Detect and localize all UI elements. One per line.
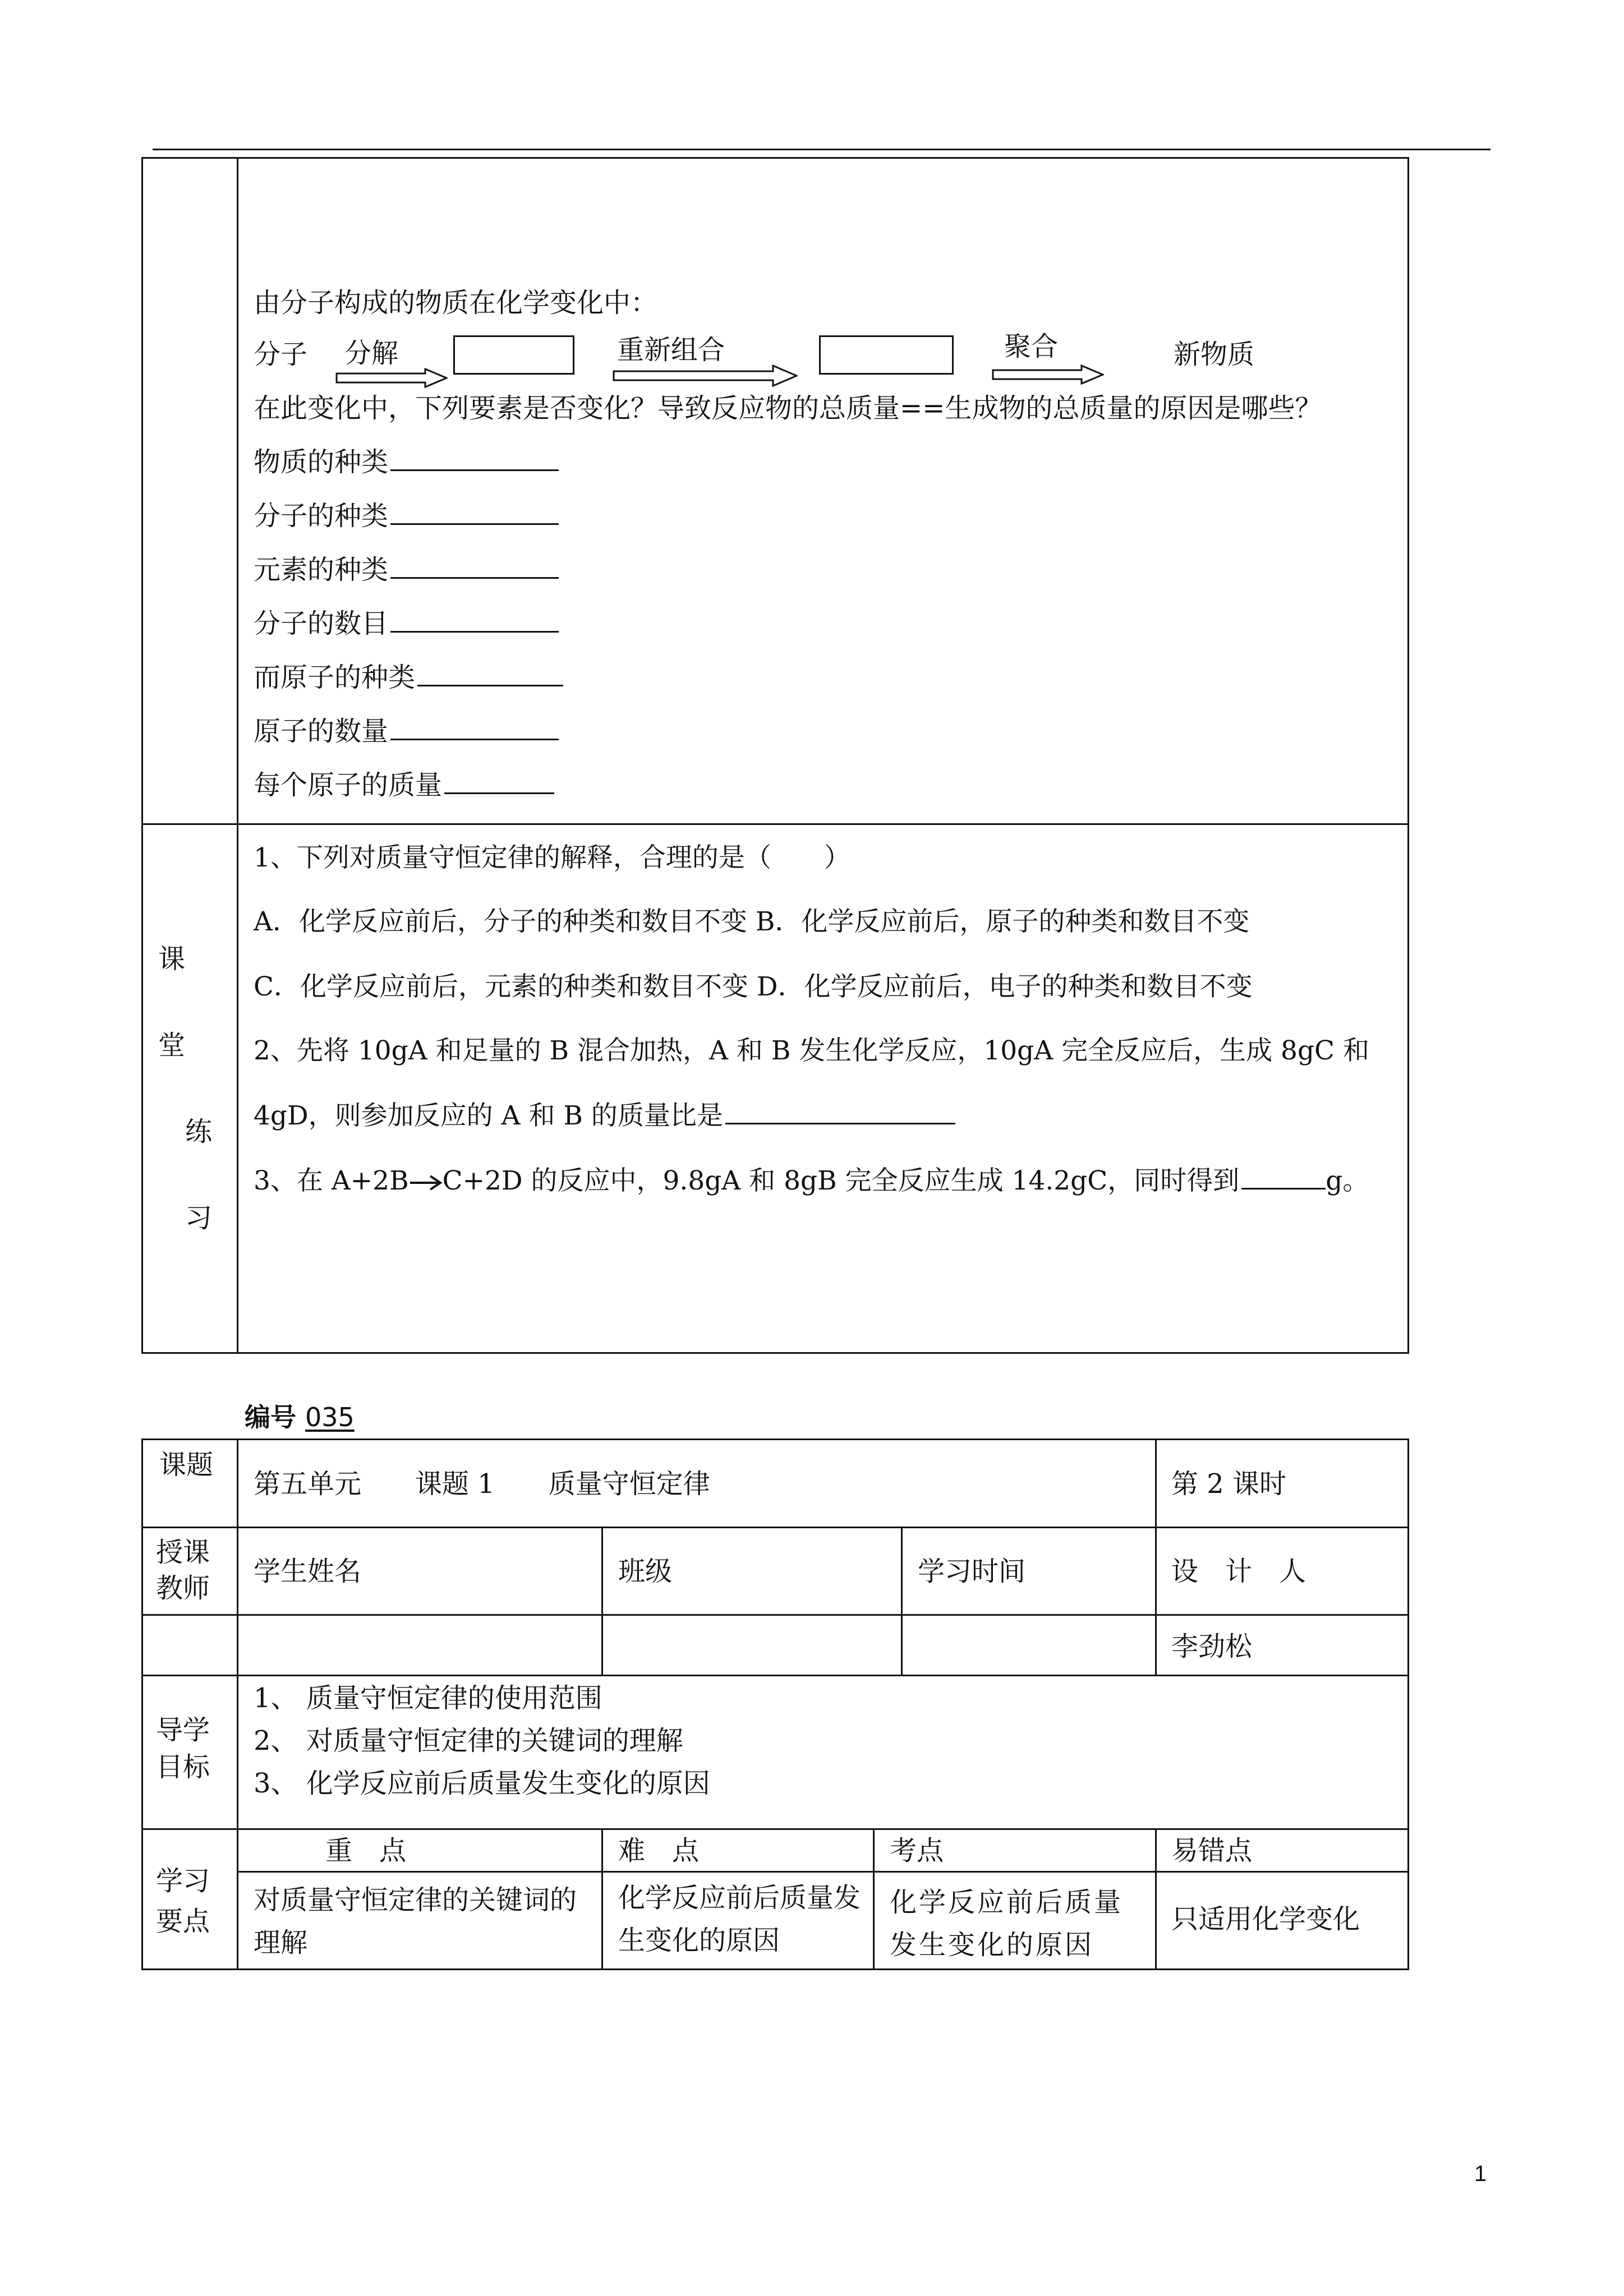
flow-end: 新物质: [1174, 339, 1255, 370]
lesson-number: 编号 035: [245, 1402, 355, 1432]
list-item: 元素的种类: [254, 556, 559, 583]
points-header-difficulty: 难 点: [618, 1835, 700, 1866]
points-value-key: 对质量守恒定律的关键词的理解: [254, 1884, 577, 1958]
answer-blank[interactable]: [444, 792, 554, 794]
student-name-cell[interactable]: [238, 1616, 601, 1675]
question-1-options-ab: A．化学反应前后，分子的种类和数目不变 B．化学反应前后，原子的种类和数目不变: [254, 906, 1250, 937]
question-2-line1: 2、先将 10gA 和足量的 B 混合加热，A 和 B 发生化学反应，10gA 完全反应后，生成 8gC 和: [254, 1035, 1369, 1066]
list-item: 而原子的种类: [254, 664, 563, 691]
question-2-line2: 4gD，则参加反应的 A 和 B 的质量比是: [254, 1103, 955, 1129]
points-label: 学习要点: [156, 1865, 210, 1937]
answer-blank[interactable]: [390, 631, 559, 633]
molecule-intro: 由分子构成的物质在化学变化中：: [254, 287, 658, 319]
arrow-right-icon: [335, 368, 448, 388]
arrow-right-icon: [409, 1173, 443, 1193]
page-number: 1: [1474, 2161, 1487, 2186]
goals-label: 导学目标: [156, 1714, 210, 1783]
points-value-mistakes: 只适用化学变化: [1171, 1903, 1360, 1935]
list-item: 原子的数量: [254, 718, 559, 745]
answer-blank[interactable]: [725, 1123, 955, 1124]
answer-blank[interactable]: [390, 523, 559, 525]
flow-step1-label: 分解: [344, 338, 399, 369]
class-header: 班级: [618, 1556, 673, 1587]
question-3: 3、在 A+2B C+2D 的反应中，9.8gA 和 8gB 完全反应生成 14.2gC，同时得到 g。: [254, 1165, 1369, 1196]
designer-header: 设 计 人: [1171, 1556, 1306, 1587]
answer-blank[interactable]: [390, 739, 559, 740]
points-value-exam: 化学反应前后质量发生变化的原因: [890, 1887, 1124, 1961]
list-item: 分子的数目: [254, 610, 559, 637]
goal-item: 2、 对质量守恒定律的关键词的理解: [254, 1725, 683, 1756]
goal-item: 1、 质量守恒定律的使用范围: [254, 1682, 602, 1714]
flow-start: 分子: [254, 339, 308, 370]
teacher-label: 授课教师: [156, 1537, 210, 1604]
topic-label: 课题: [159, 1449, 214, 1481]
answer-blank[interactable]: [417, 685, 563, 686]
list-item: 每个原子的质量: [254, 772, 554, 799]
answer-blank[interactable]: [390, 469, 559, 471]
goal-item: 3、 化学反应前后质量发生变化的原因: [254, 1768, 710, 1799]
lesson-topic: 第五单元 课题 1 质量守恒定律: [254, 1468, 710, 1500]
study-time-header: 学习时间: [918, 1556, 1026, 1587]
flow-step2-label: 重新组合: [617, 334, 725, 366]
arrow-right-icon: [992, 365, 1104, 385]
flow-blank-box-1[interactable]: [453, 335, 574, 375]
question-1: 1、下列对质量守恒定律的解释，合理的是（ ）: [254, 842, 850, 873]
student-name-header: 学生姓名: [254, 1556, 362, 1587]
list-item: 物质的种类: [254, 449, 559, 476]
flow-blank-box-2[interactable]: [819, 335, 954, 375]
lesson-period: 第 2 课时: [1171, 1468, 1287, 1500]
header-rule: [153, 149, 1490, 150]
points-value-difficulty: 化学反应前后质量发生变化的原因: [618, 1882, 861, 1956]
list-item: 分子的种类: [254, 502, 559, 529]
points-header-exam: 考点: [890, 1835, 944, 1866]
arrow-right-icon: [613, 365, 798, 387]
designer-name: 李劲松: [1171, 1631, 1253, 1662]
question-1-options-cd: C．化学反应前后，元素的种类和数目不变 D．化学反应前后，电子的种类和数目不变: [254, 971, 1253, 1002]
answer-blank[interactable]: [390, 577, 559, 579]
element-change-question: 在此变化中，下列要素是否变化？导致反应物的总质量==生成物的总质量的原因是哪些？: [254, 393, 1322, 424]
flow-step3-label: 聚合: [1004, 331, 1059, 362]
study-time-cell[interactable]: [903, 1616, 1155, 1675]
class-cell[interactable]: [603, 1616, 901, 1675]
points-header-key: 重 点: [325, 1835, 407, 1866]
answer-blank[interactable]: [1241, 1188, 1326, 1190]
points-header-mistakes: 易错点: [1171, 1835, 1253, 1866]
